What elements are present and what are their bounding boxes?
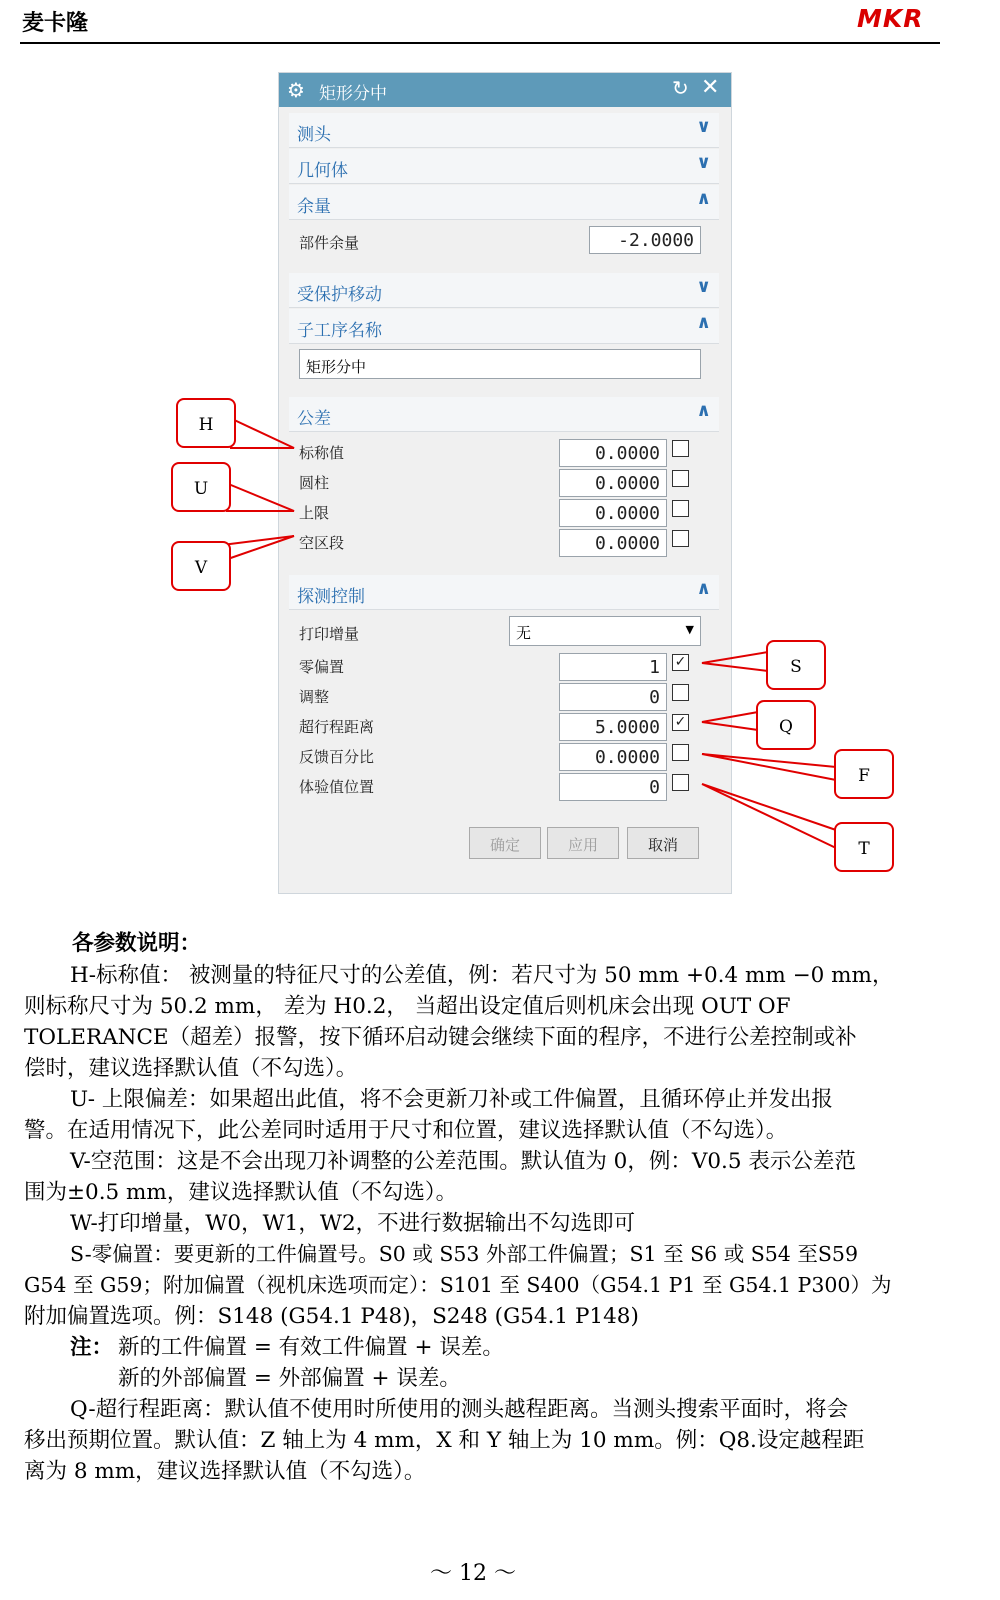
chevron-down-icon: ∨: [696, 116, 711, 137]
paragraph-q-line3: 离为 8 mm，建议选择默认值（不勾选）。: [24, 1459, 426, 1484]
paragraph-h-line2: 则标称尺寸为 50.2 mm， 差为 H0.2， 当超出设定值后则机床会出现 OUT OF: [24, 994, 791, 1019]
paragraph-u-line1: U- 上限偏差：如果超出此值，将不会更新刀补或工件偏置，且循环停止并发出报: [70, 1087, 833, 1112]
note-line1: 新的工件偏置 = 有效工件偏置 + 误差。: [118, 1335, 504, 1360]
tolerance-row-checkbox[interactable]: [672, 500, 689, 517]
rectangle-centering-dialog: [278, 72, 732, 894]
tolerance-row-label: 上限: [299, 504, 330, 522]
cancel-button[interactable]: 取消: [627, 827, 699, 859]
tolerance-row-field[interactable]: 0.0000: [559, 439, 667, 467]
note-line2: 新的外部偏置 = 外部偏置 + 误差。: [118, 1366, 461, 1391]
section-subop-name[interactable]: [289, 309, 719, 344]
print-increment-label: 打印增量: [299, 625, 360, 643]
ok-button[interactable]: 确定: [469, 827, 541, 859]
paragraph-q-line2: 移出预期位置。默认值：Z 轴上为 4 mm，X 和 Y 轴上为 10 mm。例：Q8.设定越程距: [24, 1428, 865, 1453]
print-increment-value: 无: [516, 624, 532, 642]
paragraph-u-line2: 警。在适用情况下，此公差同时适用于尺寸和位置，建议选择默认值（不勾选）。: [24, 1118, 788, 1143]
tolerance-row-label: 圆柱: [299, 474, 330, 492]
section-geometry[interactable]: [289, 149, 719, 184]
section-stock-label: 余量: [297, 197, 331, 217]
probe-control-row-checkbox[interactable]: [672, 744, 689, 761]
probe-control-row-label: 调整: [299, 688, 330, 706]
probe-control-row-checkbox[interactable]: ✓: [672, 654, 689, 671]
mkr-logo: MKR: [857, 4, 924, 33]
section-tolerance[interactable]: [289, 397, 719, 432]
section-probe-control-label: 探测控制: [297, 587, 365, 607]
probe-control-row-label: 体验值位置: [299, 778, 375, 796]
close-icon[interactable]: ✕: [701, 75, 720, 100]
chevron-down-icon: ∨: [696, 152, 711, 173]
paragraph-q-line1: Q-超行程距离：默认值不使用时所使用的测头越程距离。当测头搜索平面时，将会: [70, 1397, 849, 1422]
chevron-up-icon: ∧: [696, 312, 711, 333]
part-stock-field[interactable]: -2.0000: [589, 226, 701, 254]
tolerance-row-label: 标称值: [299, 444, 345, 462]
dialog-title-bar: [279, 73, 731, 107]
callout-q: Q: [756, 700, 816, 750]
section-probe[interactable]: [289, 113, 719, 148]
part-stock-label: 部件余量: [299, 234, 360, 252]
section-protected-move-label: 受保护移动: [297, 285, 382, 305]
probe-control-row-label: 反馈百分比: [299, 748, 375, 766]
callout-v: V: [171, 541, 231, 591]
section-protected-move[interactable]: [289, 273, 719, 308]
chevron-up-icon: ∧: [696, 400, 711, 421]
section-subop-name-label: 子工序名称: [297, 321, 382, 341]
probe-control-row-field[interactable]: 0: [559, 683, 667, 711]
note-label: 注：: [70, 1335, 114, 1360]
probe-control-row-label: 超行程距离: [299, 718, 375, 736]
callout-s: S: [766, 640, 826, 690]
subop-name-field[interactable]: 矩形分中: [299, 349, 701, 379]
section-stock[interactable]: [289, 185, 719, 220]
chevron-up-icon: ∧: [696, 188, 711, 209]
apply-button[interactable]: 应用: [547, 827, 619, 859]
paragraph-s-line1: S-零偏置：要更新的工件偏置号。S0 或 S53 外部工件偏置；S1 至 S6 或 S54 至S59: [70, 1242, 858, 1266]
paragraph-s-line3: 附加偏置选项。例：S148 (G54.1 P48)，S248 (G54.1 P148): [24, 1304, 639, 1329]
paragraph-w-line1: W-打印增量，W0，W1，W2，不进行数据输出不勾选即可: [70, 1211, 636, 1236]
callout-f: F: [834, 749, 894, 799]
section-geometry-label: 几何体: [297, 161, 348, 181]
document-header-title: 麦卡隆: [22, 11, 89, 36]
probe-control-row-checkbox[interactable]: ✓: [672, 714, 689, 731]
section-probe-label: 测头: [297, 125, 331, 145]
probe-control-row-field[interactable]: 0.0000: [559, 743, 667, 771]
tolerance-row-field[interactable]: 0.0000: [559, 529, 667, 557]
chevron-up-icon: ∧: [696, 578, 711, 599]
reset-icon[interactable]: ↻: [672, 76, 689, 100]
header-rule: [20, 42, 940, 44]
dropdown-arrow-icon: ▼: [685, 623, 694, 636]
section-probe-control[interactable]: [289, 575, 719, 610]
probe-control-row-label: 零偏置: [299, 658, 345, 676]
paragraph-s-line2: G54 至 G59；附加偏置（视机床选项而定）：S101 至 S400（G54.1 P1 至 G54.1 P300）为: [24, 1273, 892, 1297]
probe-control-row-field[interactable]: 0: [559, 773, 667, 801]
tolerance-row-field[interactable]: 0.0000: [559, 469, 667, 497]
section-tolerance-label: 公差: [297, 409, 331, 429]
callout-h: H: [176, 398, 236, 448]
paragraph-h-line3: TOLERANCE（超差）报警，按下循环启动键会继续下面的程序，不进行公差控制或补: [24, 1025, 857, 1050]
probe-control-row-checkbox[interactable]: [672, 684, 689, 701]
gear-icon[interactable]: ⚙: [287, 78, 305, 102]
callout-u: U: [171, 462, 231, 512]
tolerance-row-label: 空区段: [299, 534, 345, 552]
tolerance-row-field[interactable]: 0.0000: [559, 499, 667, 527]
paragraph-v-line2: 围为±0.5 mm，建议选择默认值（不勾选）。: [24, 1180, 458, 1205]
callout-t: T: [834, 822, 894, 872]
tolerance-row-checkbox[interactable]: [672, 470, 689, 487]
probe-control-row-field[interactable]: 5.0000: [559, 713, 667, 741]
tolerance-row-checkbox[interactable]: [672, 530, 689, 547]
tolerance-row-checkbox[interactable]: [672, 440, 689, 457]
paragraph-h-line1: H-标称值： 被测量的特征尺寸的公差值，例：若尺寸为 50 mm +0.4 mm −0 mm，: [70, 963, 894, 988]
paragraph-v-line1: V-空范围：这是不会出现刀补调整的公差范围。默认值为 0，例：V0.5 表示公差范: [70, 1149, 856, 1174]
dialog-title: 矩形分中: [319, 84, 387, 104]
print-increment-select[interactable]: [509, 616, 701, 646]
chevron-down-icon: ∨: [696, 276, 711, 297]
probe-control-row-field[interactable]: 1: [559, 653, 667, 681]
section-heading: 各参数说明：: [72, 931, 202, 956]
paragraph-h-line4: 偿时，建议选择默认值（不勾选）。: [24, 1056, 358, 1081]
page-number: ～ 12 ～: [430, 1561, 516, 1586]
probe-control-row-checkbox[interactable]: [672, 774, 689, 791]
